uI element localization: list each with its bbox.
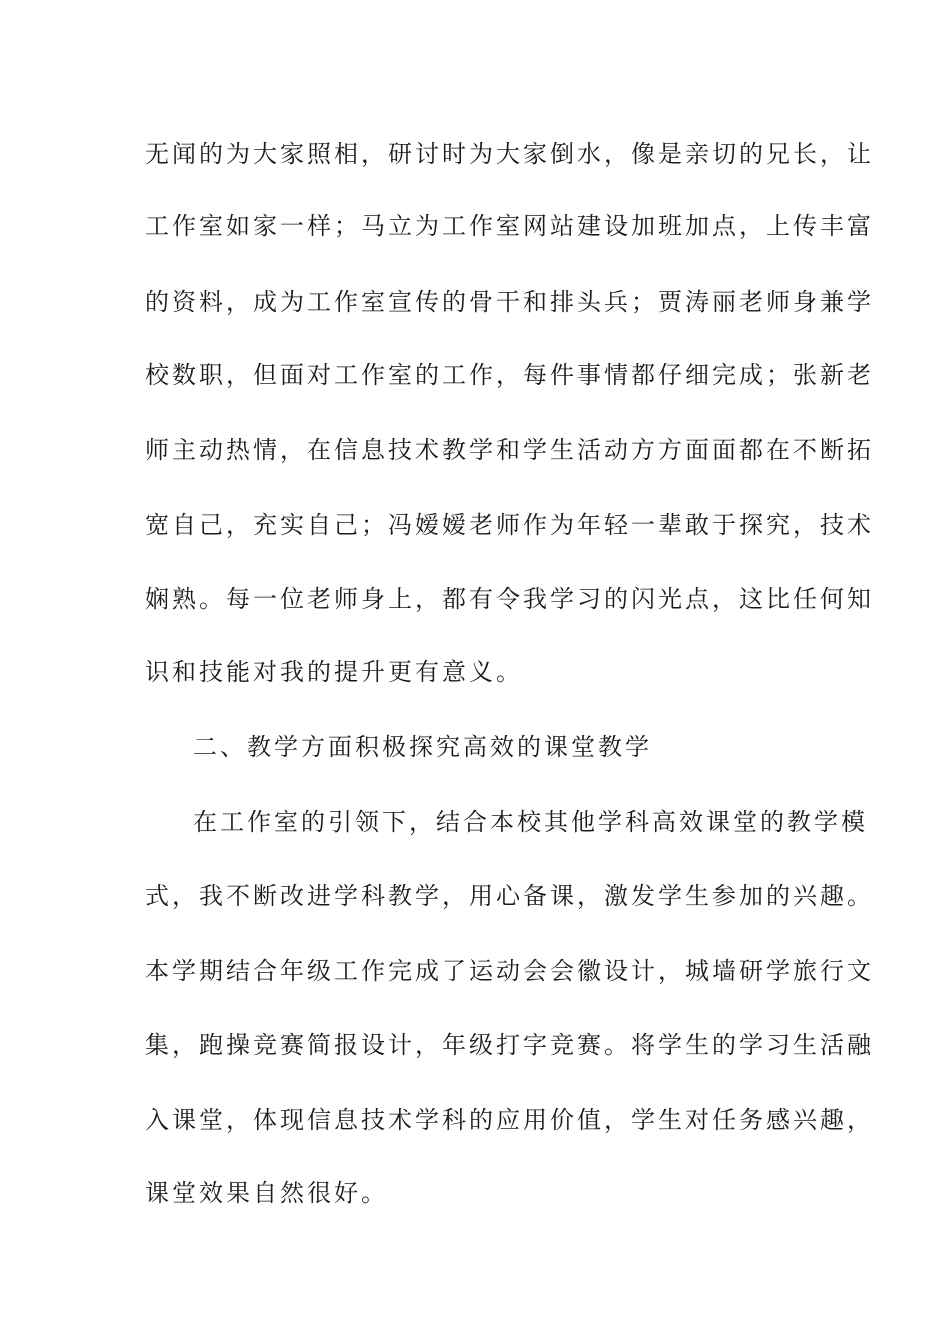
paragraph-line: 宽自己，充实自己；冯嫒嫒老师作为年轻一辈敢于探究，技术: [145, 511, 874, 539]
paragraph-line: 本学期结合年级工作完成了运动会会徽设计，城墙研学旅行文: [145, 957, 874, 985]
paragraph-line: 式，我不断改进学科教学，用心备课，激发学生参加的兴趣。: [145, 882, 874, 910]
paragraph-line: 师主动热情，在信息技术教学和学生活动方方面面都在不断拓: [145, 436, 874, 464]
paragraph-line: 娴熟。每一位老师身上，都有令我学习的闪光点，这比任何知: [145, 585, 874, 613]
section-heading: 二、教学方面积极探究高效的课堂教学: [193, 733, 652, 761]
paragraph-line: 校数职，但面对工作室的工作，每件事情都仔细完成；张新老: [145, 361, 874, 389]
paragraph-line: 无闻的为大家照相，研讨时为大家倒水，像是亲切的兄长，让: [145, 140, 874, 168]
paragraph-line: 在工作室的引领下，结合本校其他学科高效课堂的教学模: [193, 808, 868, 836]
paragraph-line: 入课堂，体现信息技术学科的应用价值，学生对任务感兴趣，: [145, 1106, 874, 1134]
paragraph-line: 识和技能对我的提升更有意义。: [145, 658, 523, 686]
paragraph-line: 集，跑操竞赛简报设计，年级打字竞赛。将学生的学习生活融: [145, 1031, 874, 1059]
paragraph-line: 课堂效果自然很好。: [145, 1179, 388, 1207]
paragraph-line: 工作室如家一样；马立为工作室网站建设加班加点，上传丰富: [145, 212, 874, 240]
paragraph-line: 的资料，成为工作室宣传的骨干和排头兵；贾涛丽老师身兼学: [145, 288, 874, 316]
